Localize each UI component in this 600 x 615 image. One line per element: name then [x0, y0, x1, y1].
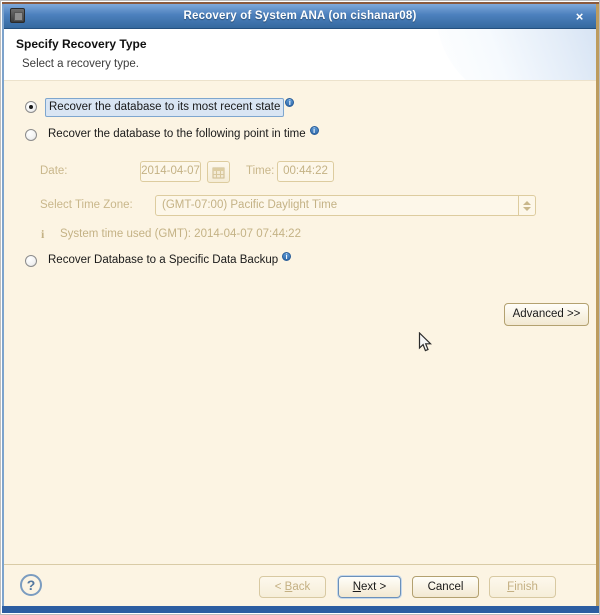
- info-icon[interactable]: i: [282, 252, 291, 261]
- mouse-cursor: [418, 332, 432, 358]
- option-most-recent-state[interactable]: [25, 98, 294, 117]
- titlebar[interactable]: [4, 4, 596, 29]
- radio-specific-backup[interactable]: [25, 255, 37, 267]
- wizard-content: [4, 81, 596, 564]
- calendar-picker-button[interactable]: [207, 161, 230, 183]
- button-bar: [4, 564, 596, 606]
- radio-point-in-time[interactable]: [25, 129, 37, 141]
- app-icon[interactable]: [10, 8, 25, 23]
- advanced-button[interactable]: Advanced >>: [504, 303, 589, 326]
- time-input[interactable]: 00:44:22: [277, 161, 334, 182]
- next-button-label-rest: ext >: [361, 581, 387, 593]
- option-specific-backup-label[interactable]: Recover Database to a Specific Data Backup: [48, 254, 279, 266]
- spinner-arrows-icon[interactable]: [518, 196, 535, 215]
- back-button-mnemonic: B: [284, 581, 293, 593]
- window-frame-bottom: [2, 606, 599, 613]
- cancel-button[interactable]: Cancel: [412, 576, 479, 598]
- page-subtitle: Select a recovery type.: [22, 58, 139, 70]
- option-point-in-time[interactable]: [25, 126, 319, 143]
- arrow-up-icon: [523, 201, 531, 205]
- banner-gradient-decoration: [436, 29, 596, 81]
- finish-button-label-rest: inish: [514, 581, 538, 593]
- option-most-recent-state-label[interactable]: Recover the database to its most recent state: [45, 98, 284, 117]
- timezone-label: Select Time Zone:: [40, 199, 133, 211]
- system-info-icon: i: [41, 227, 45, 241]
- calendar-icon: [212, 166, 225, 179]
- back-button-label-rest: ack: [292, 581, 311, 593]
- timezone-selected-value: (GMT-07:00) Pacific Daylight Time: [162, 199, 338, 211]
- next-button[interactable]: [338, 576, 401, 598]
- option-specific-backup[interactable]: [25, 252, 291, 269]
- system-time-row: [4, 227, 596, 245]
- option-point-in-time-label[interactable]: Recover the database to the following point in time: [48, 128, 306, 140]
- finish-button-mnemonic: F: [507, 581, 515, 593]
- timezone-select[interactable]: [155, 195, 536, 216]
- wizard-banner: [4, 29, 596, 81]
- help-icon[interactable]: ?: [20, 574, 42, 596]
- next-button-mnemonic: N: [352, 581, 362, 593]
- close-icon[interactable]: ×: [575, 9, 584, 24]
- system-time-note: System time used (GMT): 2014-04-07 07:44:22: [60, 228, 301, 240]
- date-input[interactable]: 2014-04-07: [140, 161, 201, 182]
- date-label: Date:: [40, 165, 68, 177]
- info-icon[interactable]: i: [285, 98, 294, 107]
- radio-most-recent-state[interactable]: [25, 101, 37, 113]
- info-icon[interactable]: i: [310, 126, 319, 135]
- arrow-down-icon: [523, 207, 531, 211]
- finish-button: [489, 576, 556, 598]
- window-title: Recovery of System ANA (on cishanar08): [183, 10, 417, 22]
- date-time-row: [4, 161, 596, 183]
- back-button-label: <: [274, 581, 285, 593]
- back-button: [259, 576, 326, 598]
- page-title: Specify Recovery Type: [16, 37, 147, 51]
- window-frame-right: [596, 4, 599, 613]
- time-label: Time:: [246, 165, 275, 177]
- timezone-row: [4, 195, 596, 217]
